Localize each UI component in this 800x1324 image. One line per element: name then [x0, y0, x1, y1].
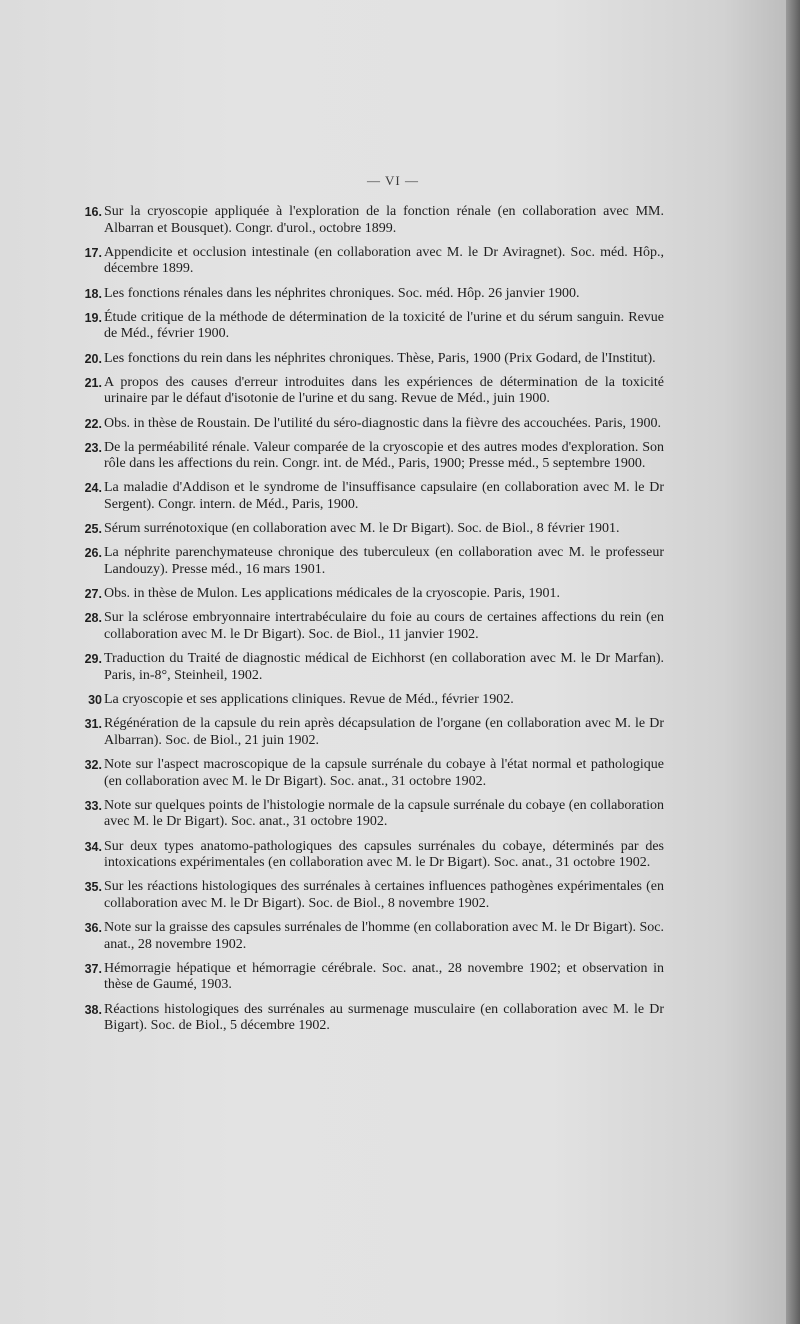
bibliography-entry	[74, 310, 664, 343]
bibliography-entry	[74, 480, 664, 513]
entry-text: Appendicite et occlusion intestinale (en collaboration avec M. le Dr Aviragnet). Soc. méd. Hôp., décembre 1899.	[104, 244, 664, 277]
bibliography-entry	[74, 610, 664, 643]
entry-number: 32.	[84, 757, 102, 772]
entry-number: 35.	[84, 880, 102, 895]
entry-number: 38.	[84, 1002, 102, 1017]
bibliography-entry	[74, 545, 664, 578]
entry-number: 22.	[84, 416, 102, 431]
bibliography-entry	[74, 1002, 664, 1035]
entry-number: 17.	[84, 245, 102, 260]
entry-number: 23.	[84, 440, 102, 455]
entry-text: Régénération de la capsule du rein après décapsulation de l'organe (en collaboration avec M. le Dr Albarran). Soc. de Biol., 21 juin 1902.	[104, 716, 664, 748]
entry-number: 31.	[84, 717, 102, 732]
bibliography-entry	[74, 416, 664, 433]
bibliography-entry	[74, 586, 664, 603]
entry-number: 25.	[84, 522, 102, 537]
bibliography-entry	[74, 798, 664, 831]
bibliography-entry	[74, 375, 664, 408]
entry-text: Hémorragie hépatique et hémorragie cérébrale. Soc. anat., 28 novembre 1902; et observation in thèse de Gaumé, 1903.	[104, 960, 664, 993]
bibliography-entry	[74, 716, 664, 749]
entry-text: Sur la cryoscopie appliquée à l'exploration de la fonction rénale (en collaboration avec MM. Albarran et Bousquet). Congr. d'urol., octobre 1899.	[104, 204, 664, 236]
entry-number: 29.	[84, 652, 102, 667]
entry-number: 24.	[84, 481, 102, 496]
bibliography-entry	[74, 757, 664, 790]
entry-text: Réactions histologiques des surrénales au surmenage musculaire (en collaboration avec M. le Dr Bigart). Soc. de Biol., 5 décembre 1902.	[104, 1001, 664, 1034]
entry-text: Traduction du Traité de diagnostic médical de Eichhorst (en collaboration avec M. le Dr Marfan). Paris, in-8°, Steinheil, 1902.	[104, 651, 664, 683]
bibliography-entry	[74, 440, 664, 473]
entry-number: 28.	[84, 611, 102, 626]
entry-text: Sérum surrénotoxique (en collaboration avec M. le Dr Bigart). Soc. de Biol., 8 février 1901.	[104, 521, 620, 537]
entry-text: La cryoscopie et ses applications cliniques. Revue de Méd., février 1902.	[104, 691, 514, 707]
entry-text: Obs. in thèse de Mulon. Les applications médicales de la cryoscopie. Paris, 1901.	[104, 586, 561, 602]
entry-text: La néphrite parenchymateuse chronique des tuberculeux (en collaboration avec M. le professeur Landouzy). Presse méd., 16 mars 1901.	[104, 545, 664, 578]
bibliography-entry	[74, 920, 664, 953]
entry-number: 34.	[84, 839, 102, 854]
entry-number: 19.	[84, 310, 102, 325]
entry-number: 18.	[84, 286, 102, 301]
entry-text: Note sur la graisse des capsules surrénales de l'homme (en collaboration avec M. le Dr Bigart). Soc. anat., 28 novembre 1902.	[104, 920, 664, 952]
entry-number: 21.	[84, 375, 102, 390]
bibliography-entry	[74, 286, 664, 303]
bibliography-entry	[74, 521, 664, 538]
entry-text: La maladie d'Addison et le syndrome de l'insuffisance capsulaire (en collaboration avec M. le Dr Sergent). Congr. intern. de Méd., Paris, 1900.	[104, 480, 664, 513]
bibliography-entry	[74, 839, 664, 872]
entry-text: Sur la sclérose embryonnaire intertrabéculaire du foie au cours de certaines affections du rein (en collaboration avec M. le Dr Bigart). Soc. de Biol., 11 janvier 1902.	[104, 610, 664, 642]
entry-text: Sur les réactions histologiques des surrénales à certaines influences pathogènes expérimentales (en collaboration avec M. le Dr Bigart). Soc. de Biol., 8 novembre 1902.	[104, 879, 664, 911]
entry-number: 20.	[84, 351, 102, 366]
entry-text: Obs. in thèse de Roustain. De l'utilité du séro-diagnostic dans la fièvre des accouchées. Paris, 1900.	[104, 415, 661, 431]
bibliography-entry	[74, 692, 664, 709]
bibliography-entry	[74, 961, 664, 994]
bibliography-list	[74, 204, 664, 1042]
entry-number: 16.	[84, 205, 102, 219]
entry-number: 33.	[84, 798, 102, 813]
bibliography-entry	[74, 245, 664, 278]
entry-text: Note sur quelques points de l'histologie normale de la capsule surrénale du cobaye (en collaboration avec M. le Dr Bigart). Soc. anat., 31 octobre 1902.	[104, 797, 665, 830]
entry-number: 30	[88, 692, 102, 707]
bibliography-entry	[74, 651, 664, 684]
entry-text: A propos des causes d'erreur introduites dans les expériences de détermination de la toxicité urinaire par le défaut d'isotonie de l'urine et du sang. Revue de Méd., juin 1900.	[104, 374, 664, 407]
bibliography-entry	[74, 204, 664, 237]
entry-number: 37.	[84, 961, 102, 976]
bibliography-entry	[74, 351, 664, 368]
entry-number: 36.	[84, 921, 102, 936]
entry-text: Les fonctions rénales dans les néphrites chroniques. Soc. méd. Hôp. 26 janvier 1900.	[104, 285, 580, 301]
page-edge-shadow	[786, 0, 800, 1324]
entry-text: Sur deux types anatomo-pathologiques des capsules surrénales du cobaye, déterminés par des intoxications expérimentales (en collaboration avec M. le Dr Bigart). Soc. anat., 31 octobre 1902.	[104, 838, 664, 871]
entry-number: 27.	[84, 587, 102, 602]
running-head: — VI —	[367, 173, 419, 188]
entry-number: 26.	[84, 546, 102, 561]
entry-text: De la perméabilité rénale. Valeur comparée de la cryoscopie et des autres modes d'exploration. Son rôle dans les affections du rein. Congr. int. de Méd., Paris, 1900; Presse méd., 5 septembre 1900.	[104, 439, 664, 472]
entry-text: Étude critique de la méthode de détermination de la toxicité de l'urine et du sérum sanguin. Revue de Méd., février 1900.	[104, 309, 664, 342]
entry-text: Les fonctions du rein dans les néphrites chroniques. Thèse, Paris, 1900 (Prix Godard, de l'Institut).	[104, 350, 656, 366]
bibliography-entry	[74, 879, 664, 912]
entry-text: Note sur l'aspect macroscopique de la capsule surrénale du cobaye à l'état normal et pathologique (en collaboration avec M. le Dr Bigart). Soc. anat., 31 octobre 1902.	[104, 756, 664, 789]
